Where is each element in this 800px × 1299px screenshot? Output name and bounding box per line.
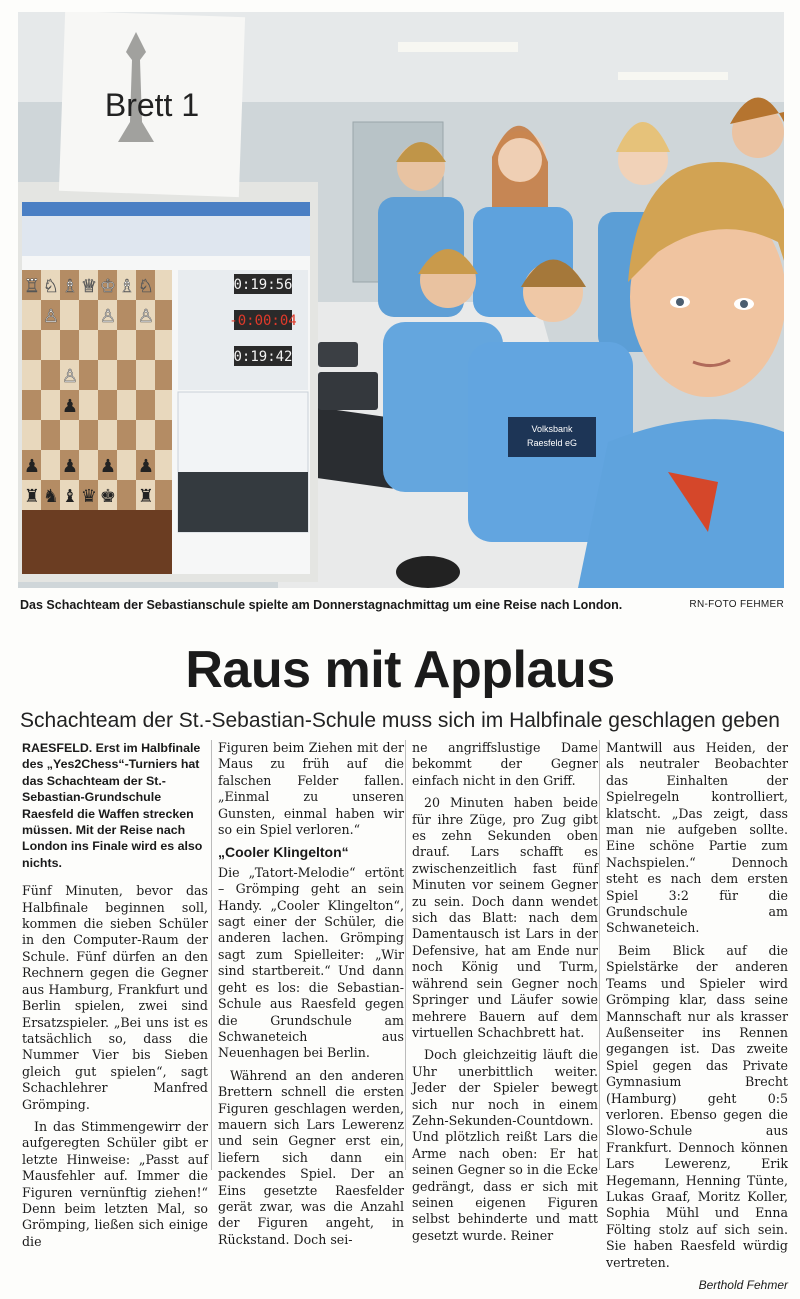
svg-text:♟: ♟ <box>61 396 79 417</box>
svg-text:♜: ♜ <box>137 486 155 507</box>
svg-text:♙: ♙ <box>99 306 117 327</box>
article-column-1 <box>22 740 208 1256</box>
clock-3: 0:19:42 <box>233 349 293 365</box>
svg-text:♘: ♘ <box>42 276 60 297</box>
svg-text:♚: ♚ <box>99 486 117 507</box>
article-column-3 <box>412 740 598 1250</box>
crosshead: „Cooler Klingelton“ <box>218 844 349 861</box>
svg-text:♘: ♘ <box>137 276 155 297</box>
photo-caption-row <box>20 596 784 618</box>
clock-2: -0:00:04 <box>229 313 297 329</box>
svg-text:♟: ♟ <box>137 456 155 477</box>
svg-text:♔: ♔ <box>99 276 117 297</box>
svg-text:♗: ♗ <box>61 276 79 297</box>
photo-illustration <box>18 12 784 588</box>
paragraph: 20 Minuten haben beide für ihre Züge, pro Zug gibt es zehn Sekunden oben drauf. Lars schafft es zwischenzeitlich fast fünf Minuten vor seinem Gegner zu sein. Doch dann wendet sich das Blatt: nach dem Damentausch ist Lars in der Defensive, hat am Ende nur noch König und Turm, während sein Gegner noch Springer und Läufer sowie mehrere Bauern auf dem virtuellen Schachbrett hat. <box>412 795 598 1040</box>
svg-text:♞: ♞ <box>42 486 60 507</box>
svg-text:♙: ♙ <box>137 306 155 327</box>
svg-text:♟: ♟ <box>99 456 117 477</box>
photo-credit: RN-FOTO FEHMER <box>689 599 784 610</box>
paragraph: Die „Tatort-Melodie“ ertönt – Grömping geht an sein Handy. „Cooler Klingelton“, sagt einer der Schüler, die anderen lachen. Grömping sagt zum Spielleiter: „Wir sind startbereit.“ Und dann geht es los: die Sebastian-Schule aus Raesfeld gegen die Grundschule am Schwaneteich aus Neuenhagen bei Berlin. <box>218 864 404 1061</box>
svg-text:♙: ♙ <box>42 306 60 327</box>
svg-text:♟: ♟ <box>61 456 79 477</box>
svg-text:♝: ♝ <box>61 486 79 507</box>
photo-caption: Das Schachteam der Sebastianschule spielte am Donnerstagnachmittag um eine Reise nach London. <box>20 598 623 612</box>
paragraph: In das Stimmengewirr der aufgeregten Schüler gibt er letzte Hinweise: „Passt auf Mausfehler auf. Immer die Figuren vernünftig ziehen!“ Denn beim letzten Mal, so Grömping, ließen sich einige die <box>22 1118 208 1249</box>
svg-text:♙: ♙ <box>61 366 79 387</box>
jersey-text-1: Volksbank <box>531 424 573 434</box>
paragraph: Mantwill aus Heiden, der als neutraler Beobachter das Einhalten der Spielregeln kontrolliert, klatscht. „Das zeigt, dass man nie aufgeben sollte. Eine schöne Partie zum Nachspielen.“ Dennoch steht es nach dem ersten Spiel 3:2 für die Grundschule am Schwaneteich. <box>606 740 788 936</box>
paragraph: Doch gleichzeitig läuft die Uhr unerbittlich weiter. Jeder der Spieler bewegt sich nur noch in einem Zehn-Sekunden-Countdown. Und plötzlich reißt Lars die Arme nach oben: Er hat seinen Gegner so in die Ecke gedrängt, dass er sich mit seinen eigenen Figuren selbst behinderte und matt gesetzt wurde. Reiner <box>412 1047 598 1243</box>
article-photo <box>18 12 784 588</box>
column-rule <box>211 740 212 1170</box>
paragraph: Beim Blick auf die Spielstärke der anderen Teams und Spieler wird Grömping klar, dass seine Mannschaft nur als krasser Außenseiter ins Rennen gegangen ist. Das zweite Spiel gegen das Private Gymnasium Brecht (Hamburg) geht 0:5 verloren. Ebenso gegen die Slowo-Schule aus Frankfurt. Dennoch können Lars Lewerenz, Erik Hegemann, Henning Tünte, Lukas Graaf, Moritz Koller, Sophia Mühl und Enna Fölting stolz auf sich sein. Sie haben Raesfeld würdig vertreten. <box>606 942 788 1270</box>
headline: Raus mit Applaus <box>185 641 615 699</box>
clock-1: 0:19:56 <box>233 277 293 293</box>
paragraph: ne angriffslustige Dame bekommt der Gegner einfach nicht in den Griff. <box>412 740 598 788</box>
sign-brett: Brett 1 <box>104 87 200 123</box>
svg-text:♜: ♜ <box>23 486 41 507</box>
paragraph: Fünf Minuten, bevor das Halbfinale beginnen soll, kommen die sieben Schüler in den Computer-Raum der Schule. Fünf dürfen an den Rechnern gegen die Gegner aus Hamburg, Frankfurt und Berlin spielen, zwei sind Ersatzspieler. „Bei uns ist es tatsächlich so, dass die Nummer Vier bis Sieben gleich gut spielen“, sagt Schachlehrer Manfred Grömping. <box>22 883 208 1112</box>
svg-text:♛: ♛ <box>80 486 98 507</box>
article-column-2 <box>218 740 404 1254</box>
article-column-4 <box>606 740 788 1299</box>
paragraph: Während an den anderen Brettern schnell die ersten Figuren geschlagen werden, mauern sich Lars Lewerenz und sein Gegner erst ein, liefern sich dann ein packendes Spiel. Der an Eins gesetzte Raesfelder gerät zwar, was die Anzahl der Figuren angeht, in Rückstand. Doch sei- <box>218 1067 404 1247</box>
subheadline: Schachteam der St.-Sebastian-Schule muss sich im Halbfinale geschlagen geben <box>20 709 780 732</box>
author-byline: Berthold Fehmer <box>698 1278 788 1292</box>
column-rule <box>599 740 600 1170</box>
svg-text:♖: ♖ <box>23 276 41 297</box>
column-rule <box>405 740 406 1170</box>
svg-text:♗: ♗ <box>118 276 136 297</box>
lead-paragraph: RAESFELD. Erst im Halbfinale des „Yes2Chess“-Turniers hat das Schachteam der St.-Sebastian-Grundschule Raesfeld die Waffen strecken müssen. Mit der Reise nach London ins Finale wird es also nichts. <box>22 741 203 870</box>
svg-text:♟: ♟ <box>23 456 41 477</box>
paragraph: Figuren beim Ziehen mit der Maus zu früh auf die falschen Felder fallen. „Einmal zu unseren Gunsten, einmal haben wir so ein Spiel verloren.“ <box>218 740 404 838</box>
jersey-text-2: Raesfeld eG <box>526 438 578 448</box>
chessboard <box>22 270 172 574</box>
svg-text:♕: ♕ <box>80 276 98 297</box>
